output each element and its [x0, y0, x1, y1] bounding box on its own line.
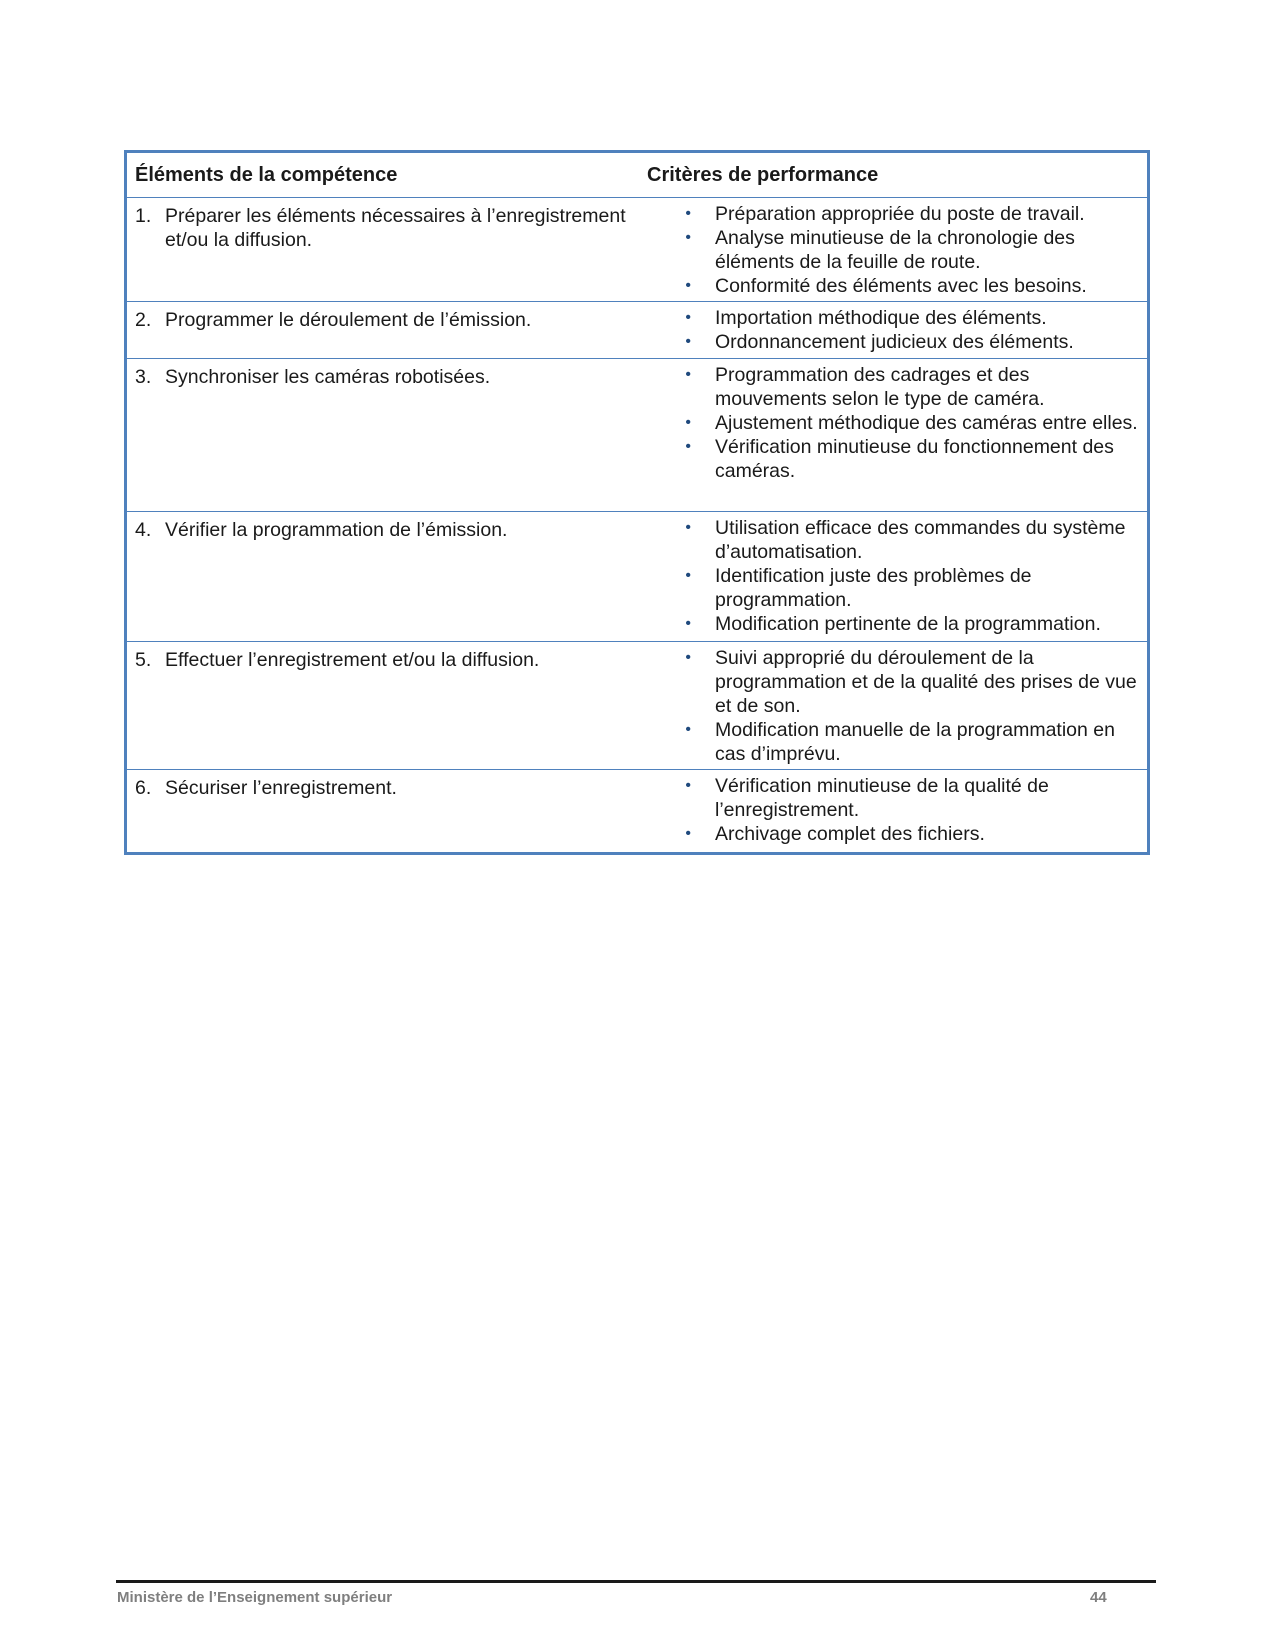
criteria-cell [639, 359, 1147, 511]
criterion-text: Ajustement méthodique des caméras entre elles. [715, 412, 1138, 434]
element-cell [127, 302, 639, 358]
criterion-item [639, 516, 1139, 564]
table-row [127, 359, 1147, 512]
criterion-text: Ordonnancement judicieux des éléments. [715, 331, 1074, 353]
element-number: 1. [135, 205, 152, 227]
table-header [127, 153, 1147, 198]
bullet-icon: • [685, 615, 691, 632]
element-text: Effectuer l’enregistrement et/ou la diffusion. [165, 649, 540, 671]
criteria-cell [639, 642, 1147, 769]
header-criteria: Critères de performance [647, 163, 879, 186]
criterion-item [639, 330, 1139, 354]
element-text: Vérifier la programmation de l’émission. [165, 519, 508, 541]
criteria-cell [639, 512, 1147, 641]
criterion-text: Modification manuelle de la programmation en cas d’imprévu. [715, 719, 1115, 765]
criteria-cell [639, 302, 1147, 358]
criterion-text: Modification pertinente de la programmation. [715, 613, 1101, 635]
criterion-text: Suivi approprié du déroulement de la programmation et de la qualité des prises de vue et de son. [715, 647, 1137, 717]
criterion-text: Archivage complet des fichiers. [715, 823, 985, 845]
element-cell [127, 198, 639, 301]
table-row [127, 198, 1147, 302]
criterion-item [639, 274, 1139, 298]
bullet-icon: • [685, 229, 691, 246]
bullet-icon: • [685, 438, 691, 455]
element-number: 2. [135, 309, 152, 331]
bullet-icon: • [685, 649, 691, 666]
criterion-item [639, 363, 1139, 411]
element-number: 5. [135, 649, 152, 671]
element-number: 4. [135, 519, 152, 541]
element-number: 3. [135, 366, 152, 388]
table-row [127, 302, 1147, 359]
criterion-item [639, 435, 1139, 483]
criterion-text: Vérification minutieuse du fonctionnement des caméras. [715, 436, 1114, 482]
element-text: Synchroniser les caméras robotisées. [165, 366, 491, 388]
element-number: 6. [135, 777, 152, 799]
criterion-text: Analyse minutieuse de la chronologie des éléments de la feuille de route. [715, 227, 1075, 273]
footer-divider [116, 1580, 1156, 1583]
criteria-cell [639, 770, 1147, 852]
bullet-icon: • [685, 366, 691, 383]
bullet-icon: • [685, 309, 691, 326]
element-cell [127, 359, 639, 511]
element-text: Sécuriser l’enregistrement. [165, 777, 397, 799]
criterion-item [639, 564, 1139, 612]
criterion-item [639, 411, 1139, 435]
bullet-icon: • [685, 277, 691, 294]
bullet-icon: • [685, 825, 691, 842]
bullet-icon: • [685, 333, 691, 350]
bullet-icon: • [685, 721, 691, 738]
footer-ministry: Ministère de l’Enseignement supérieur [117, 1589, 393, 1606]
criterion-item [639, 774, 1139, 822]
criterion-item [639, 822, 1139, 846]
criterion-text: Importation méthodique des éléments. [715, 307, 1047, 329]
bullet-icon: • [685, 777, 691, 794]
competence-table [124, 150, 1150, 855]
criterion-item [639, 646, 1139, 718]
criterion-item [639, 306, 1139, 330]
table-row [127, 642, 1147, 770]
criterion-item [639, 226, 1139, 274]
element-cell [127, 642, 639, 769]
bullet-icon: • [685, 414, 691, 431]
element-cell [127, 770, 639, 852]
criterion-item [639, 202, 1139, 226]
bullet-icon: • [685, 519, 691, 536]
criterion-item [639, 612, 1139, 636]
table-row [127, 512, 1147, 642]
element-text: Préparer les éléments nécessaires à l’enregistrement et/ou la diffusion. [165, 205, 626, 251]
criterion-text: Conformité des éléments avec les besoins. [715, 275, 1087, 297]
element-text: Programmer le déroulement de l’émission. [165, 309, 532, 331]
criterion-text: Préparation appropriée du poste de travail. [715, 203, 1085, 225]
criterion-text: Utilisation efficace des commandes du système d’automatisation. [715, 517, 1126, 563]
table-row [127, 770, 1147, 852]
element-cell [127, 512, 639, 641]
header-elements: Éléments de la compétence [135, 163, 398, 186]
bullet-icon: • [685, 205, 691, 222]
criterion-text: Programmation des cadrages et des mouvements selon le type de caméra. [715, 364, 1045, 410]
criterion-text: Vérification minutieuse de la qualité de l’enregistrement. [715, 775, 1049, 821]
bullet-icon: • [685, 567, 691, 584]
criteria-cell [639, 198, 1147, 301]
criterion-item [639, 718, 1139, 766]
criterion-text: Identification juste des problèmes de programmation. [715, 565, 1032, 611]
page-number: 44 [1090, 1589, 1107, 1606]
